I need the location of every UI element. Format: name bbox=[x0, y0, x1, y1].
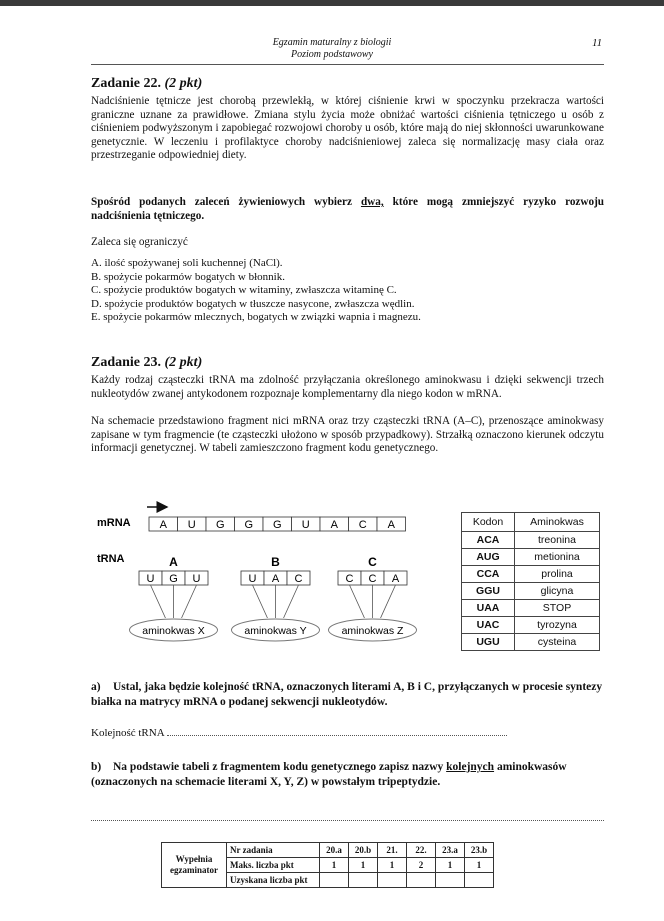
obtained-points-cell[interactable] bbox=[465, 873, 494, 888]
task23-paragraph2: Na schemacie przedstawiono fragment nici mRNA oraz trzy cząsteczki tRNA (A–C), przenoszące aminokwasy zapisane w tym fragmencie (te cząsteczki ułożono w sposób przypadkowy). Strzałką oznaczono kierunek odczytu informacji genetycznej. W tabeli zamieszczono fragment kodu genetycznego. bbox=[91, 415, 604, 455]
question-b-label: b) bbox=[91, 761, 102, 773]
amino-acid-cell: treonina bbox=[515, 532, 600, 549]
codon-cell: ACA bbox=[462, 532, 515, 549]
obtained-points-cell[interactable] bbox=[436, 873, 465, 888]
mrna-nucleotide: G bbox=[272, 519, 282, 531]
instruction-part-a: Spośród podanych zaleceń żywieniowych wybierz bbox=[91, 196, 352, 208]
task-number: 23.a bbox=[436, 843, 465, 858]
task22-title-text: Zadanie 22. bbox=[91, 76, 162, 91]
mrna-nucleotide: G bbox=[244, 519, 254, 531]
task22-title bbox=[91, 76, 202, 92]
mrna-nucleotide: A bbox=[387, 519, 395, 531]
codon-cell: CCA bbox=[462, 566, 515, 583]
question-b-part-a: Na podstawie tabeli z fragmentem kodu genetycznego zapisz nazwy bbox=[113, 761, 444, 773]
option-c[interactable]: C. spożycie produktów bogatych w witaminy, zwłaszcza witaminę C. bbox=[91, 284, 397, 296]
task23-title bbox=[91, 355, 202, 371]
code-table-header bbox=[462, 513, 600, 532]
trna-arm bbox=[253, 585, 268, 618]
answer-a-label: Kolejność tRNA bbox=[91, 727, 165, 739]
trna-name: A bbox=[169, 555, 178, 569]
trna-arm bbox=[350, 585, 365, 618]
header-amino-acid: Aminokwas bbox=[515, 513, 600, 532]
score-row-header: Wypełnia egzaminator bbox=[162, 843, 227, 888]
question-b-underlined: kolejnych bbox=[446, 761, 495, 773]
anticodon-nucleotide: U bbox=[248, 573, 257, 585]
question-a-label: a) bbox=[91, 681, 101, 693]
answer-a-line[interactable] bbox=[91, 727, 507, 739]
instruction-underlined: dwa, bbox=[360, 196, 384, 208]
label-max-points: Maks. liczba pkt bbox=[227, 858, 320, 873]
task22-instruction bbox=[91, 196, 604, 223]
mrna-nucleotide: A bbox=[330, 519, 338, 531]
max-points: 1 bbox=[436, 858, 465, 873]
amino-acid-label: aminokwas Y bbox=[244, 625, 307, 637]
answer-b-field[interactable] bbox=[91, 820, 604, 821]
code-table-row bbox=[462, 532, 600, 549]
option-e[interactable]: E. spożycie pokarmów mlecznych, bogatych w związki wapnia i magnezu. bbox=[91, 311, 421, 323]
obtained-points-cell[interactable] bbox=[349, 873, 378, 888]
anticodon-nucleotide: A bbox=[271, 573, 280, 585]
instruction-part-b: które mogą zmniejszyć ryzyko rozwoju nadciśnienia tętniczego. bbox=[91, 196, 605, 222]
amino-acid-cell: prolina bbox=[515, 566, 600, 583]
question-b-part-b: aminokwasów (oznaczonych na schemacie literami X, Y, Z) w powstałym tripeptydzie. bbox=[91, 761, 567, 788]
mrna-nucleotide: U bbox=[301, 519, 310, 531]
task22-intro: Nadciśnienie tętnicze jest chorobą przewlekłą, w której ciśnienie krwi w spoczynku przekracza wartości graniczne uznane za prawidłowe. Zmiana stylu życia może obniżać wartości ciśnienia tętniczego u osób z ciśnieniem podwyższonym i zapobiegać rozwojowi choroby u osób, które mają do niej skłonności uwarunkowane genetycznie. W leczeniu i profilaktyce choroby nadciśnieniowej zaleca się normalizację masy ciała oraz przestrzeganie odpowiedniej diety. bbox=[91, 95, 604, 162]
header-line2: Poziom podstawowy bbox=[291, 49, 373, 60]
amino-acid-cell: cysteina bbox=[515, 634, 600, 651]
anticodon-nucleotide: C bbox=[294, 573, 303, 585]
anticodon-nucleotide: A bbox=[391, 573, 400, 585]
max-points: 1 bbox=[320, 858, 349, 873]
code-table-row bbox=[462, 634, 600, 651]
anticodon-nucleotide: C bbox=[368, 573, 377, 585]
trna-arm bbox=[381, 585, 396, 618]
page-header bbox=[0, 37, 664, 61]
trna-molecules bbox=[130, 555, 417, 641]
anticodon-nucleotide: C bbox=[345, 573, 354, 585]
mrna-nucleotide: U bbox=[187, 519, 196, 531]
max-points: 1 bbox=[378, 858, 407, 873]
mrna-label: mRNA bbox=[97, 517, 131, 529]
codon-cell: AUG bbox=[462, 549, 515, 566]
amino-acid-cell: STOP bbox=[515, 600, 600, 617]
anticodon-nucleotide: G bbox=[169, 573, 178, 585]
label-obtained-points: Uzyskana liczba pkt bbox=[227, 873, 320, 888]
max-points: 2 bbox=[407, 858, 436, 873]
header-codon: Kodon bbox=[462, 513, 515, 532]
task23-points: (2 pkt) bbox=[164, 355, 203, 370]
task22-lead: Zaleca się ograniczyć bbox=[91, 236, 188, 248]
trna-arm bbox=[151, 585, 166, 618]
trna-arm bbox=[182, 585, 197, 618]
code-table-row bbox=[462, 566, 600, 583]
max-points: 1 bbox=[349, 858, 378, 873]
code-table-row bbox=[462, 549, 600, 566]
code-table-row bbox=[462, 583, 600, 600]
amino-acid-label: aminokwas Z bbox=[341, 625, 404, 637]
task-number: 20.b bbox=[349, 843, 378, 858]
task22-points: (2 pkt) bbox=[164, 76, 203, 91]
mrna-nucleotide: A bbox=[159, 519, 167, 531]
obtained-points-cell[interactable] bbox=[378, 873, 407, 888]
top-bar bbox=[0, 0, 664, 6]
option-a[interactable]: A. ilość spożywanej soli kuchennej (NaCl). bbox=[91, 257, 283, 269]
option-b[interactable]: B. spożycie pokarmów bogatych w błonnik. bbox=[91, 270, 285, 283]
mrna-nucleotide: C bbox=[358, 519, 367, 531]
task-number: 21. bbox=[378, 843, 407, 858]
question-a bbox=[91, 680, 611, 709]
mrna-nucleotide: G bbox=[215, 519, 225, 531]
obtained-points-cell[interactable] bbox=[407, 873, 436, 888]
label-task-number: Nr zadania bbox=[227, 843, 320, 858]
header-rule bbox=[91, 64, 604, 65]
question-a-text: Ustal, jaka będzie kolejność tRNA, oznaczonych literami A, B i C, przyłączanych w procesie syntezy białka na matrycy mRNA o podanej sekwencji nukleotydów. bbox=[91, 681, 603, 708]
codon-cell: UAC bbox=[462, 617, 515, 634]
header-line1: Egzamin maturalny z biologii bbox=[272, 37, 392, 48]
anticodon-nucleotide: U bbox=[192, 573, 201, 585]
task-number: 20.a bbox=[320, 843, 349, 858]
score-table bbox=[161, 842, 494, 888]
codon-cell: GGU bbox=[462, 583, 515, 600]
question-b bbox=[91, 760, 611, 789]
codon-cell: UGU bbox=[462, 634, 515, 651]
max-points: 1 bbox=[465, 858, 494, 873]
mrna-strand bbox=[149, 517, 406, 531]
task23-paragraph1: Każdy rodzaj cząsteczki tRNA ma zdolność przyłączania określonego aminokwasu i dzięki sekwencji trzech nukleotydów zwanej antykodonem rozpoznaje komplementarny dla niego kodon w mRNA. bbox=[91, 374, 604, 400]
option-d[interactable]: D. spożycie produktów bogatych w tłuszcze nasycone, zwłaszcza wędlin. bbox=[91, 297, 415, 310]
trna-name: C bbox=[368, 555, 377, 569]
anticodon-nucleotide: U bbox=[146, 573, 155, 585]
amino-acid-cell: glicyna bbox=[515, 583, 600, 600]
amino-acid-cell: metionina bbox=[515, 549, 600, 566]
code-table-row bbox=[462, 600, 600, 617]
page-number: 11 bbox=[592, 37, 603, 49]
task-number: 23.b bbox=[465, 843, 494, 858]
trna-name: B bbox=[271, 555, 280, 569]
task23-title-text: Zadanie 23. bbox=[91, 355, 162, 370]
amino-acid-cell: tyrozyna bbox=[515, 617, 600, 634]
task-number: 22. bbox=[407, 843, 436, 858]
amino-acid-label: aminokwas X bbox=[142, 625, 205, 637]
trna-label: tRNA bbox=[97, 553, 125, 565]
answer-a-field[interactable] bbox=[167, 735, 507, 736]
trna-arm bbox=[284, 585, 299, 618]
genetic-code-table bbox=[461, 512, 600, 651]
code-table-row bbox=[462, 617, 600, 634]
task22-options bbox=[91, 257, 421, 325]
obtained-points-cell[interactable] bbox=[320, 873, 349, 888]
codon-cell: UAA bbox=[462, 600, 515, 617]
